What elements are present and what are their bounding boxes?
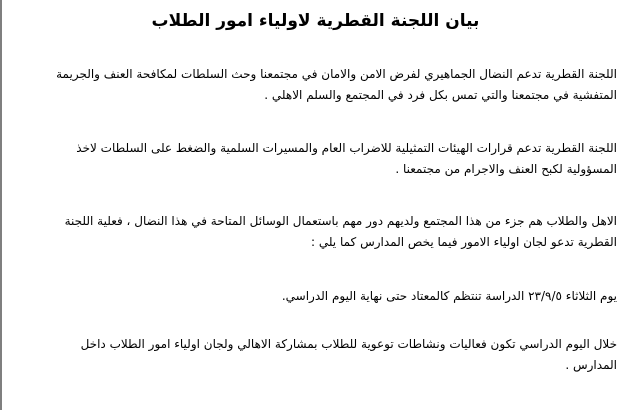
paragraph-support-struggle [14,64,617,106]
paragraph-line: اللجنة القطرية تدعم النضال الجماهيري لفرض الامن والامان في مجتمعنا وحث السلطات لمكافحة العنف والجريمة [56,67,617,81]
paragraph-line: يوم الثلاثاء ٢٣/٩/٥ الدراسة تنتظم كالمعتاد حتى نهاية اليوم الدراسي. [281,289,617,303]
paragraph-parents-role [14,211,617,253]
paragraph-line: المسؤولية لكبح العنف والاجرام من مجتمعنا . [395,162,617,176]
paragraph-awareness-activities [14,334,617,376]
paragraph-line: الاهل والطلاب هم جزء من هذا المجتمع ولديهم دور مهم باستعمال الوسائل المتاحة في هذا النضال ، فعلية اللجنة [64,214,617,228]
paragraph-line: خلال اليوم الدراسي تكون فعاليات ونشاطات توعوية للطلاب بمشاركة الاهالي ولجان اولياء امور الطلاب داخل [80,337,617,351]
paragraph-line: المتفشية في مجتمعنا والتي تمس بكل فرد في المجتمع والسلم الاهلي . [264,88,617,102]
paragraph-line: اللجنة القطرية تدعم قرارات الهيئات التمثيلية للاضراب العام والمسيرات السلمية والضغط على السلطات لاخذ [76,141,617,155]
document-title: بيان اللجنة القطرية لاولياء امور الطلاب [151,11,480,31]
paragraph-support-strike [14,138,617,180]
document-page [14,0,617,410]
paragraph-tuesday-schedule [14,286,617,307]
paragraph-line: القطرية تدعو لجان اولياء الامور فيما يخص المدارس كما يلي : [310,235,617,249]
paragraph-line: المدارس . [565,358,617,372]
page-edge-line [0,0,2,410]
